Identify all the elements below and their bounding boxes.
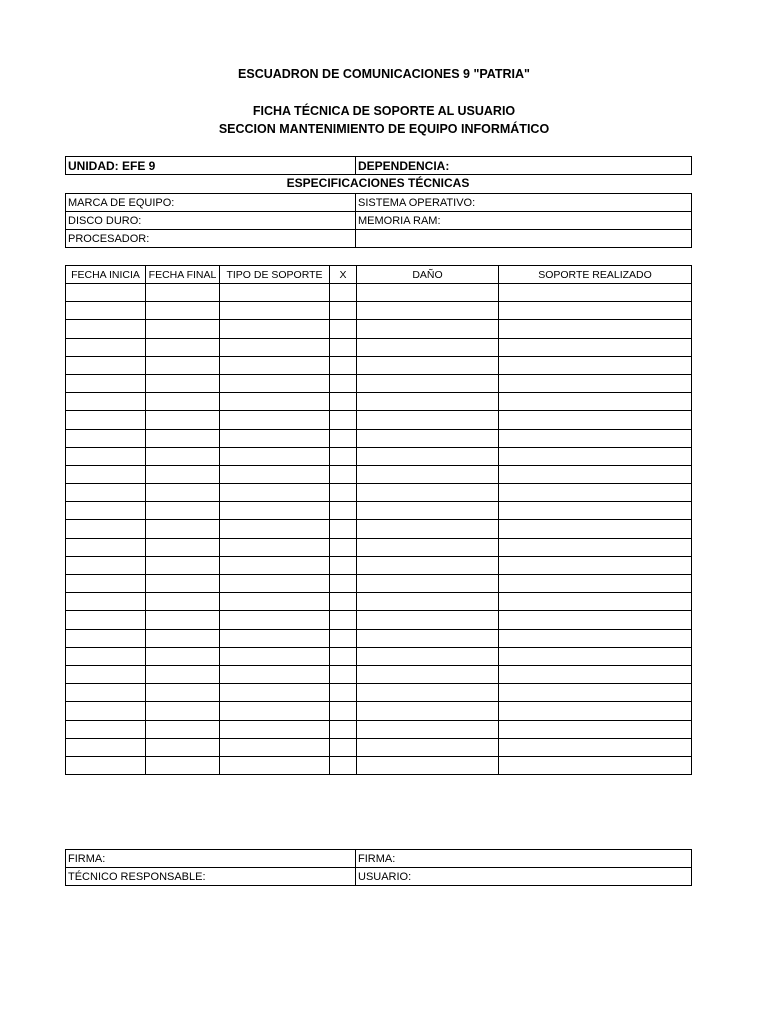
table-cell bbox=[66, 665, 146, 683]
table-cell bbox=[330, 556, 357, 574]
table-cell bbox=[220, 665, 330, 683]
table-cell bbox=[499, 302, 692, 320]
table-row bbox=[66, 738, 692, 756]
table-cell bbox=[66, 756, 146, 774]
table-cell bbox=[146, 356, 220, 374]
table-cell bbox=[220, 338, 330, 356]
table-cell bbox=[499, 611, 692, 629]
table-row bbox=[66, 647, 692, 665]
table-cell bbox=[220, 302, 330, 320]
col-fecha-final: FECHA FINAL bbox=[146, 266, 220, 284]
table-cell bbox=[220, 756, 330, 774]
table-cell bbox=[146, 629, 220, 647]
table-row bbox=[66, 484, 692, 502]
table-cell bbox=[220, 320, 330, 338]
table-cell bbox=[146, 302, 220, 320]
table-cell bbox=[499, 720, 692, 738]
table-row bbox=[66, 465, 692, 483]
table-cell bbox=[357, 720, 499, 738]
table-cell bbox=[357, 611, 499, 629]
usuario-field: USUARIO: bbox=[356, 868, 692, 886]
table-cell bbox=[357, 593, 499, 611]
table-cell bbox=[146, 502, 220, 520]
table-cell bbox=[220, 593, 330, 611]
table-cell bbox=[146, 575, 220, 593]
table-cell bbox=[357, 647, 499, 665]
table-cell bbox=[499, 684, 692, 702]
table-cell bbox=[357, 302, 499, 320]
table-cell bbox=[66, 284, 146, 302]
table-cell bbox=[66, 647, 146, 665]
table-cell bbox=[66, 575, 146, 593]
table-row bbox=[66, 447, 692, 465]
table-row bbox=[66, 538, 692, 556]
table-cell bbox=[499, 593, 692, 611]
table-cell bbox=[330, 484, 357, 502]
table-cell bbox=[146, 484, 220, 502]
table-cell bbox=[66, 320, 146, 338]
table-cell bbox=[330, 320, 357, 338]
specs-title: ESPECIFICACIONES TÉCNICAS bbox=[286, 176, 470, 190]
table-cell bbox=[330, 702, 357, 720]
table-cell bbox=[357, 465, 499, 483]
table-cell bbox=[146, 756, 220, 774]
tecnico-field: TÉCNICO RESPONSABLE: bbox=[66, 868, 356, 886]
table-cell bbox=[220, 447, 330, 465]
dependencia-field: DEPENDENCIA: bbox=[356, 157, 692, 175]
table-cell bbox=[499, 502, 692, 520]
table-cell bbox=[330, 611, 357, 629]
table-row bbox=[66, 502, 692, 520]
table-cell bbox=[330, 411, 357, 429]
table-row bbox=[66, 338, 692, 356]
table-cell bbox=[499, 320, 692, 338]
table-cell bbox=[220, 738, 330, 756]
table-cell bbox=[357, 320, 499, 338]
table-cell bbox=[220, 393, 330, 411]
table-cell bbox=[66, 484, 146, 502]
table-cell bbox=[330, 684, 357, 702]
table-cell bbox=[499, 374, 692, 392]
table-cell bbox=[499, 702, 692, 720]
table-cell bbox=[499, 411, 692, 429]
table-cell bbox=[357, 520, 499, 538]
table-row bbox=[66, 720, 692, 738]
table-cell bbox=[66, 502, 146, 520]
table-cell bbox=[66, 629, 146, 647]
table-cell bbox=[146, 320, 220, 338]
table-row bbox=[66, 684, 692, 702]
table-row bbox=[66, 429, 692, 447]
col-dano: DAÑO bbox=[357, 266, 499, 284]
table-cell bbox=[330, 738, 357, 756]
disco-field: DISCO DURO: bbox=[66, 212, 356, 230]
table-row bbox=[66, 556, 692, 574]
table-cell bbox=[330, 593, 357, 611]
table-cell bbox=[66, 411, 146, 429]
col-fecha-inicia: FECHA INICIA bbox=[66, 266, 146, 284]
table-cell bbox=[220, 702, 330, 720]
table-cell bbox=[357, 575, 499, 593]
table-cell bbox=[330, 374, 357, 392]
table-cell bbox=[220, 465, 330, 483]
table-cell bbox=[220, 684, 330, 702]
table-cell bbox=[499, 738, 692, 756]
table-cell bbox=[66, 302, 146, 320]
table-cell bbox=[499, 338, 692, 356]
table-cell bbox=[330, 629, 357, 647]
table-row bbox=[66, 356, 692, 374]
table-cell bbox=[220, 611, 330, 629]
table-cell bbox=[499, 756, 692, 774]
table-cell bbox=[146, 611, 220, 629]
procesador-field: PROCESADOR: bbox=[66, 230, 356, 248]
specs-table bbox=[65, 193, 692, 248]
table-cell bbox=[357, 665, 499, 683]
table-cell bbox=[357, 447, 499, 465]
table-cell bbox=[357, 502, 499, 520]
org-name: ESCUADRON DE COMUNICACIONES 9 "PATRIA" bbox=[238, 67, 530, 81]
table-cell bbox=[146, 665, 220, 683]
table-cell bbox=[330, 356, 357, 374]
table-cell bbox=[146, 702, 220, 720]
table-cell bbox=[330, 756, 357, 774]
table-row bbox=[66, 702, 692, 720]
table-cell bbox=[66, 593, 146, 611]
form-subtitle: SECCION MANTENIMIENTO DE EQUIPO INFORMÁTICO bbox=[218, 122, 550, 136]
table-cell bbox=[146, 374, 220, 392]
table-cell bbox=[357, 374, 499, 392]
table-cell bbox=[146, 538, 220, 556]
table-cell bbox=[66, 556, 146, 574]
table-cell bbox=[330, 665, 357, 683]
table-cell bbox=[220, 538, 330, 556]
table-cell bbox=[330, 465, 357, 483]
table-cell bbox=[499, 484, 692, 502]
table-cell bbox=[220, 429, 330, 447]
table-cell bbox=[357, 684, 499, 702]
table-cell bbox=[66, 338, 146, 356]
table-row bbox=[66, 629, 692, 647]
table-cell bbox=[330, 284, 357, 302]
table-cell bbox=[66, 374, 146, 392]
table-cell bbox=[357, 738, 499, 756]
table-cell bbox=[499, 665, 692, 683]
table-cell bbox=[499, 356, 692, 374]
table-cell bbox=[220, 720, 330, 738]
support-log-table bbox=[65, 265, 692, 775]
table-cell bbox=[66, 611, 146, 629]
table-row bbox=[66, 520, 692, 538]
table-cell bbox=[330, 447, 357, 465]
table-cell bbox=[66, 393, 146, 411]
table-cell bbox=[146, 338, 220, 356]
table-cell bbox=[330, 338, 357, 356]
table-cell bbox=[146, 411, 220, 429]
table-cell bbox=[357, 338, 499, 356]
firma-usuario-field: FIRMA: bbox=[356, 850, 692, 868]
table-cell bbox=[357, 429, 499, 447]
table-cell bbox=[220, 356, 330, 374]
table-cell bbox=[499, 393, 692, 411]
table-cell bbox=[330, 538, 357, 556]
table-cell bbox=[220, 575, 330, 593]
table-cell bbox=[220, 556, 330, 574]
table-cell bbox=[66, 684, 146, 702]
table-cell bbox=[357, 356, 499, 374]
table-cell bbox=[499, 465, 692, 483]
table-cell bbox=[499, 284, 692, 302]
table-cell bbox=[146, 429, 220, 447]
sistema-field: SISTEMA OPERATIVO: bbox=[356, 194, 692, 212]
table-row bbox=[66, 665, 692, 683]
table-row bbox=[66, 756, 692, 774]
table-row bbox=[66, 284, 692, 302]
table-cell bbox=[66, 465, 146, 483]
table-cell bbox=[357, 284, 499, 302]
table-cell bbox=[220, 484, 330, 502]
blank-field bbox=[356, 230, 692, 248]
form-title: FICHA TÉCNICA DE SOPORTE AL USUARIO bbox=[252, 104, 516, 118]
table-cell bbox=[146, 720, 220, 738]
table-cell bbox=[499, 647, 692, 665]
table-row bbox=[66, 320, 692, 338]
table-cell bbox=[357, 393, 499, 411]
table-cell bbox=[330, 647, 357, 665]
table-row bbox=[66, 593, 692, 611]
table-cell bbox=[499, 520, 692, 538]
table-cell bbox=[357, 556, 499, 574]
table-cell bbox=[146, 647, 220, 665]
table-cell bbox=[220, 411, 330, 429]
col-x: X bbox=[330, 266, 357, 284]
table-cell bbox=[499, 575, 692, 593]
table-cell bbox=[357, 756, 499, 774]
table-row bbox=[66, 374, 692, 392]
table-cell bbox=[146, 593, 220, 611]
table-cell bbox=[499, 556, 692, 574]
table-cell bbox=[66, 720, 146, 738]
table-cell bbox=[357, 484, 499, 502]
table-row bbox=[66, 411, 692, 429]
table-cell bbox=[499, 538, 692, 556]
table-cell bbox=[220, 520, 330, 538]
marca-field: MARCA DE EQUIPO: bbox=[66, 194, 356, 212]
table-row bbox=[66, 575, 692, 593]
table-cell bbox=[66, 738, 146, 756]
table-cell bbox=[330, 575, 357, 593]
table-cell bbox=[66, 702, 146, 720]
table-cell bbox=[146, 738, 220, 756]
firma-tecnico-field: FIRMA: bbox=[66, 850, 356, 868]
table-cell bbox=[499, 447, 692, 465]
unidad-field: UNIDAD: EFE 9 bbox=[66, 157, 356, 175]
unit-table bbox=[65, 156, 692, 175]
table-cell bbox=[499, 629, 692, 647]
memoria-field: MEMORIA RAM: bbox=[356, 212, 692, 230]
table-cell bbox=[357, 702, 499, 720]
table-cell bbox=[357, 538, 499, 556]
table-cell bbox=[66, 538, 146, 556]
col-tipo-soporte: TIPO DE SOPORTE bbox=[220, 266, 330, 284]
table-cell bbox=[66, 520, 146, 538]
signature-table bbox=[65, 849, 692, 886]
table-cell bbox=[499, 429, 692, 447]
table-cell bbox=[330, 302, 357, 320]
table-cell bbox=[220, 647, 330, 665]
table-cell bbox=[330, 720, 357, 738]
table-cell bbox=[357, 629, 499, 647]
table-row bbox=[66, 611, 692, 629]
table-cell bbox=[146, 284, 220, 302]
table-cell bbox=[220, 629, 330, 647]
table-cell bbox=[146, 520, 220, 538]
table-cell bbox=[146, 556, 220, 574]
table-cell bbox=[66, 429, 146, 447]
table-cell bbox=[330, 393, 357, 411]
table-cell bbox=[66, 447, 146, 465]
table-cell bbox=[220, 374, 330, 392]
table-cell bbox=[146, 393, 220, 411]
table-cell bbox=[330, 502, 357, 520]
table-cell bbox=[146, 684, 220, 702]
table-row bbox=[66, 393, 692, 411]
col-soporte-realizado: SOPORTE REALIZADO bbox=[499, 266, 692, 284]
table-cell bbox=[146, 465, 220, 483]
table-cell bbox=[357, 411, 499, 429]
table-cell bbox=[220, 284, 330, 302]
table-row bbox=[66, 302, 692, 320]
table-cell bbox=[330, 429, 357, 447]
table-cell bbox=[146, 447, 220, 465]
table-cell bbox=[220, 502, 330, 520]
table-cell bbox=[66, 356, 146, 374]
table-cell bbox=[330, 520, 357, 538]
